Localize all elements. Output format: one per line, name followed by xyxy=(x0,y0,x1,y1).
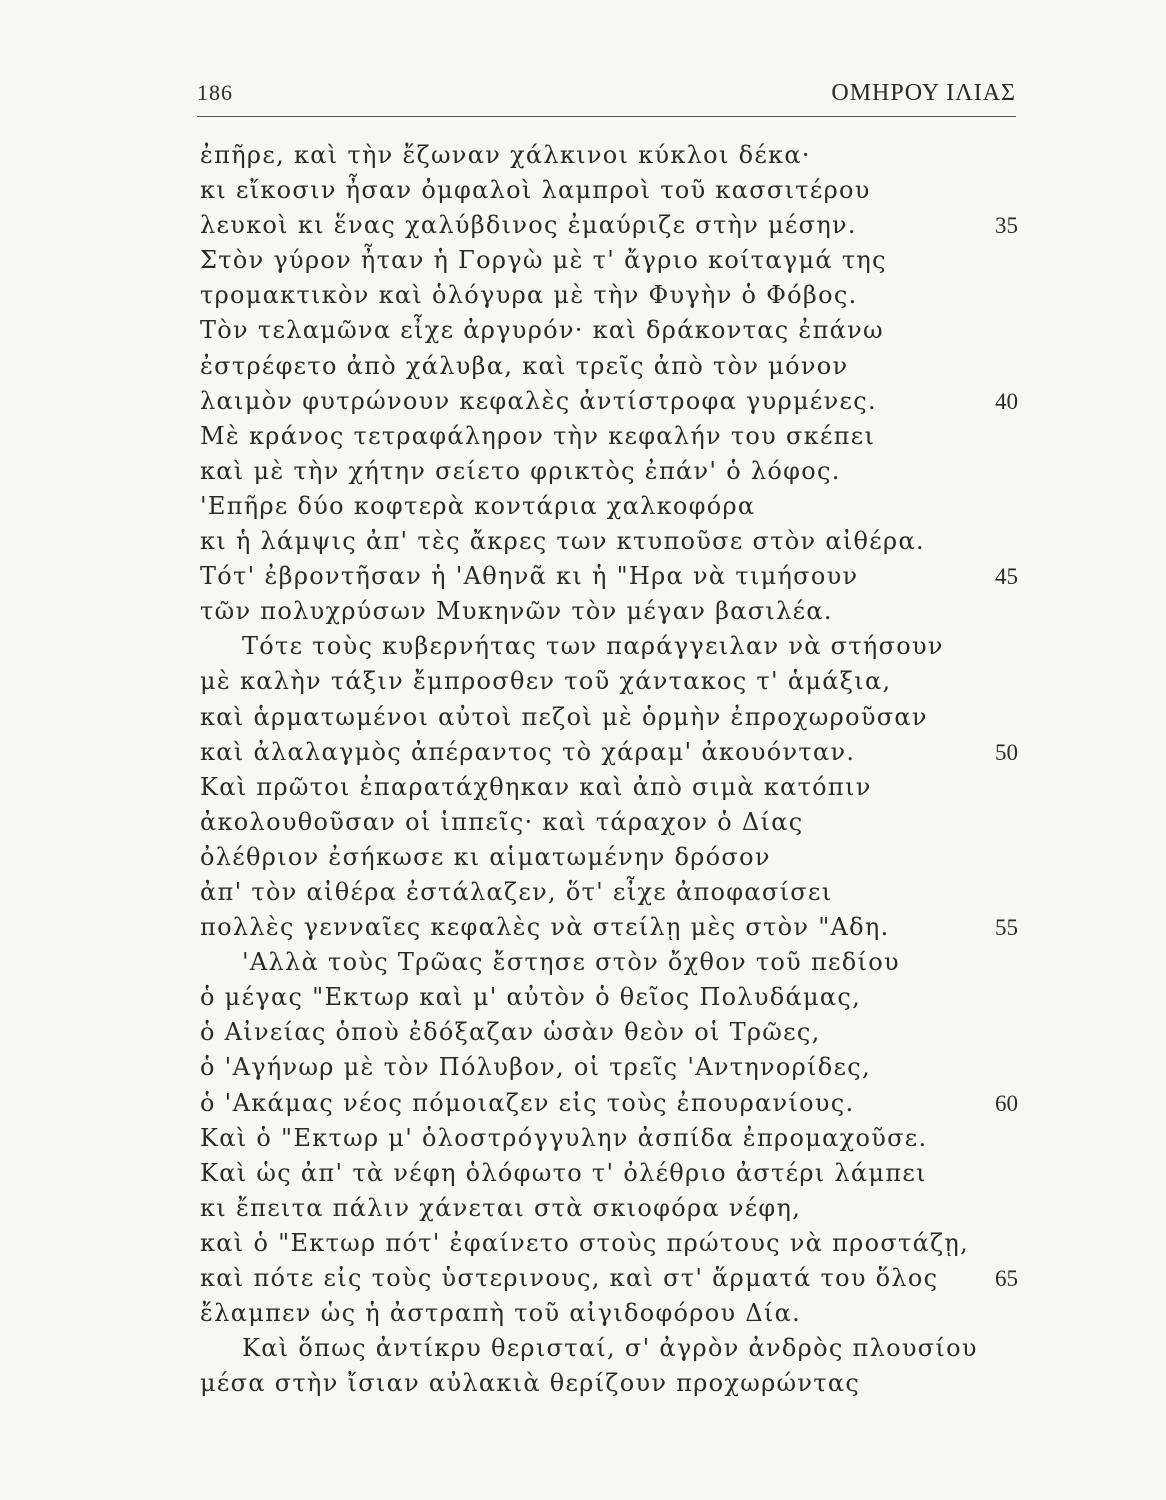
verse-text: Μὲ κράνος τετραφάληρον τὴν κεφαλήν του σκέπει xyxy=(200,421,876,450)
verse-line xyxy=(200,173,1020,208)
verse-text: καὶ πότε εἰς τοὺς ὑστερινους, καὶ στ' ἅρματά του ὅλος xyxy=(200,1264,939,1292)
verse-line xyxy=(200,735,1020,770)
verse-line xyxy=(200,278,1020,313)
verse-text: λευκοὶ κι ἕνας χαλύβδινος ἐμαύριζε στὴν μέσην. xyxy=(200,211,857,240)
verse-line xyxy=(200,875,1020,910)
verse-line xyxy=(200,1050,1020,1085)
verse-text: ὀλέθριον ἐσήκωσε κι αἱματωμένην δρόσον xyxy=(200,842,771,871)
verse-line xyxy=(200,384,1020,419)
verse-line xyxy=(200,840,1020,875)
verse-text: καὶ μὲ τὴν χήτην σείετο φρικτὸς ἐπάν' ὁ λόφος. xyxy=(200,456,841,485)
verse-line xyxy=(200,770,1020,805)
verse-line xyxy=(200,1191,1020,1226)
verse-text: Τότ' ἐβροντῆσαν ἡ 'Αθηνᾶ κι ἡ "Ηρα νὰ τιμήσουν xyxy=(200,562,859,591)
verse-text: Τότε τοὺς κυβερνήτας των παράγγειλαν νὰ στήσουν xyxy=(242,632,944,661)
verse-text: ὁ 'Ακάμας νέος πόμοιαζεν εἰς τοὺς ἐπουρανίους. xyxy=(200,1088,855,1117)
verse-text: καὶ ἀλαλαγμὸς ἀπέραντος τὸ χάραμ' ἀκουόνταν. xyxy=(200,737,856,766)
verse-line xyxy=(200,419,1020,454)
verse-text: μέσα στὴν ἴσιαν αὐλακιὰ θερίζουν προχωρώντας xyxy=(200,1369,861,1398)
verse-text: 'Επῆρε δύο κοφτερὰ κοντάρια χαλκοφόρα xyxy=(200,491,756,520)
verse-line xyxy=(200,945,1020,980)
line-number: 60 xyxy=(995,1090,1018,1116)
verse-line xyxy=(200,1121,1020,1156)
verse-text: ὁ μέγας "Εκτωρ καὶ μ' αὐτὸν ὁ θεῖος Πολυδάμας, xyxy=(200,983,862,1012)
line-number: 45 xyxy=(995,564,1018,590)
verse-line xyxy=(200,1156,1020,1191)
verse-line xyxy=(200,243,1020,278)
verse-text: Καὶ ὁ "Εκτωρ μ' ὁλοστρόγγυλην ἀσπίδα ἐπρομαχοῦσε. xyxy=(200,1123,928,1152)
line-number: 65 xyxy=(995,1266,1018,1291)
line-number: 35 xyxy=(995,213,1018,239)
verse-line xyxy=(200,524,1020,559)
verse-line xyxy=(200,1261,1020,1296)
verse-text: ἔλαμπεν ὡς ἡ ἀστραπὴ τοῦ αἰγιδοφόρου Δία. xyxy=(200,1299,802,1328)
verse-line xyxy=(200,1366,1020,1401)
verse-text: κι εἴκοσιν ἦσαν ὀμφαλοὶ λαμπροὶ τοῦ κασσιτέρου xyxy=(200,176,871,205)
line-number: 40 xyxy=(995,388,1018,414)
running-title: ΟΜΗΡΟΥ ΙΛΙΑΣ xyxy=(831,80,1016,106)
verse-text: Καὶ πρῶτοι ἐπαρατάχθηκαν καὶ ἀπὸ σιμὰ κατόπιν xyxy=(200,772,872,801)
verse-line xyxy=(200,629,1020,664)
poem-text xyxy=(200,138,1020,1401)
verse-text: ὁ 'Αγήνωρ μὲ τὸν Πόλυβον, οἱ τρεῖς 'Αντηνορίδες, xyxy=(200,1053,871,1082)
line-number: 55 xyxy=(995,915,1018,941)
verse-text: ἐστρέφετο ἀπὸ χάλυβα, καὶ τρεῖς ἀπὸ τὸν μόνον xyxy=(200,351,849,380)
verse-line xyxy=(200,1296,1020,1331)
verse-text: καὶ ὁ "Εκτωρ πότ' ἐφαίνετο στοὺς πρώτους νὰ προστάζῃ, xyxy=(200,1228,970,1257)
verse-text: ὁ Αἰνείας ὁποὺ ἐδόξαζαν ὡσὰν θεὸν οἱ Τρῶες, xyxy=(200,1018,821,1047)
verse-line xyxy=(200,700,1020,735)
verse-line xyxy=(200,1331,1020,1366)
verse-text: ἀπ' τὸν αἰθέρα ἐστάλαζεν, ὅτ' εἶχε ἀποφασίσει xyxy=(200,877,833,906)
verse-line xyxy=(200,349,1020,384)
verse-text: τρομακτικὸν καὶ ὁλόγυρα μὲ τὴν Φυγὴν ὁ Φόβος. xyxy=(200,281,858,310)
verse-text: Καὶ ὡς ἀπ' τὰ νέφη ὁλόφωτο τ' ὀλέθριο ἀστέρι λάμπει xyxy=(200,1158,927,1187)
verse-text: λαιμὸν φυτρώνουν κεφαλὲς ἀντίστροφα γυρμένες. xyxy=(200,386,877,415)
line-number: 50 xyxy=(995,739,1018,765)
verse-line xyxy=(200,594,1020,629)
verse-line xyxy=(200,980,1020,1015)
verse-text: τῶν πολυχρύσων Μυκηνῶν τὸν μέγαν βασιλέα. xyxy=(200,597,833,626)
verse-text: 'Αλλὰ τοὺς Τρῶας ἔστησε στὸν ὄχθον τοῦ πεδίου xyxy=(242,948,900,977)
header-rule xyxy=(197,116,1016,117)
verse-line xyxy=(200,454,1020,489)
verse-text: Τὸν τελαμῶνα εἶχε ἀργυρόν· καὶ δράκοντας ἐπάνω xyxy=(200,316,884,345)
verse-line xyxy=(200,1015,1020,1050)
verse-line xyxy=(200,664,1020,699)
verse-line xyxy=(200,313,1020,348)
verse-line xyxy=(200,559,1020,594)
verse-text: Καὶ ὅπως ἀντίκρυ θερισταί, σ' ἀγρὸν ἀνδρὸς πλουσίου xyxy=(242,1334,978,1363)
verse-line xyxy=(200,1086,1020,1121)
verse-text: κι ἔπειτα πάλιν χάνεται στὰ σκιοφόρα νέφη, xyxy=(200,1193,802,1222)
page-number: 186 xyxy=(197,80,233,105)
verse-text: καὶ ἁρματωμένοι αὐτοὶ πεζοὶ μὲ ὁρμὴν ἐπροχωροῦσαν xyxy=(200,702,928,731)
verse-text: ἀκολουθοῦσαν οἱ ἱππεῖς· καὶ τάραχον ὁ Δίας xyxy=(200,807,804,836)
verse-line xyxy=(200,138,1020,173)
verse-text: Στὸν γύρον ἦταν ἡ Γοργὼ μὲ τ' ἄγριο κοίταγμά της xyxy=(200,246,887,275)
verse-text: κι ἡ λάμψις ἀπ' τὲς ἄκρες των κτυποῦσε στὸν αἰθέρα. xyxy=(200,527,925,556)
verse-line xyxy=(200,805,1020,840)
verse-text: πολλὲς γενναῖες κεφαλὲς νὰ στείλῃ μὲς στὸν "Αδη. xyxy=(200,913,890,942)
verse-line xyxy=(200,208,1020,243)
verse-line xyxy=(200,489,1020,524)
verse-line xyxy=(200,1226,1020,1261)
verse-text: ἐπῆρε, καὶ τὴν ἔζωναν χάλκινοι κύκλοι δέκα· xyxy=(200,141,811,169)
verse-text: μὲ καλὴν τάξιν ἔμπροσθεν τοῦ χάντακος τ' ἁμάξια, xyxy=(200,667,892,696)
verse-line xyxy=(200,910,1020,945)
